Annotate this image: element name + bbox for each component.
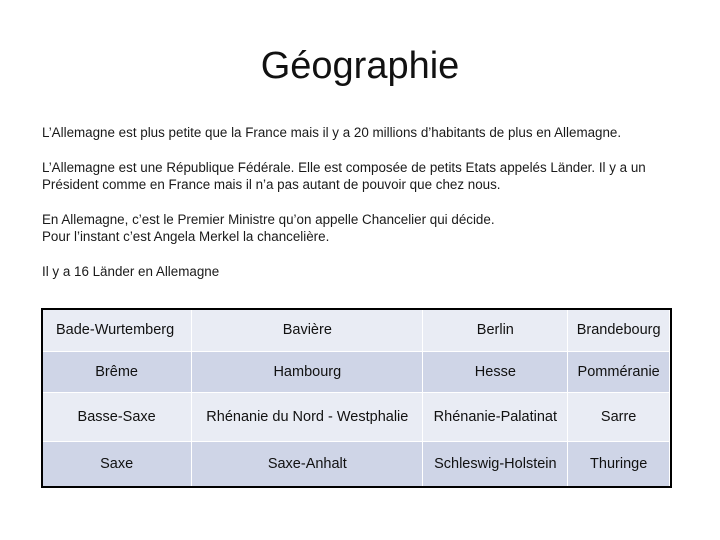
table-cell: Bade-Wurtemberg	[42, 309, 192, 352]
table-row	[42, 442, 670, 487]
paragraph-lander-count: Il y a 16 Länder en Allemagne	[42, 264, 220, 279]
paragraph-chancellor	[42, 211, 682, 245]
paragraph-republic-line-1: L’Allemagne est une République Fédérale. Elle est composée de petits Etats appelés Länder. Il y a un	[42, 160, 646, 175]
table-cell: Rhénanie du Nord - Westphalie	[192, 393, 423, 442]
table-cell: Saxe-Anhalt	[192, 442, 423, 487]
table-row	[42, 393, 670, 442]
table-cell: Rhénanie-Palatinat	[423, 393, 568, 442]
paragraph-chancellor-line-1: En Allemagne, c’est le Premier Ministre qu’on appelle Chancelier qui décide.	[42, 212, 495, 227]
table-cell: Thuringe	[568, 442, 670, 487]
table-cell: Basse-Saxe	[42, 393, 192, 442]
table-cell: Brandebourg	[568, 309, 670, 352]
paragraph-republic-line-2: Président comme en France mais il n’a pas autant de pouvoir que chez nous.	[42, 177, 501, 192]
table-cell: Pomméranie	[568, 352, 670, 393]
table-cell: Hesse	[423, 352, 568, 393]
table-cell: Hambourg	[192, 352, 423, 393]
table-row	[42, 352, 670, 393]
table-cell: Brême	[42, 352, 192, 393]
body-text	[42, 124, 682, 280]
paragraph-population: L’Allemagne est plus petite que la France mais il y a 20 millions d’habitants de plus en Allemagne.	[42, 125, 622, 140]
paragraph-republic	[42, 159, 682, 193]
table-cell: Bavière	[192, 309, 423, 352]
table-cell: Saxe	[42, 442, 192, 487]
table-cell: Berlin	[423, 309, 568, 352]
paragraph-chancellor-line-2: Pour l’instant c’est Angela Merkel la chancelière.	[42, 229, 330, 244]
lander-table	[41, 308, 670, 487]
table-cell: Sarre	[568, 393, 670, 442]
slide-title: Géographie	[260, 45, 460, 87]
table-row	[42, 309, 670, 352]
table-cell: Schleswig-Holstein	[423, 442, 568, 487]
